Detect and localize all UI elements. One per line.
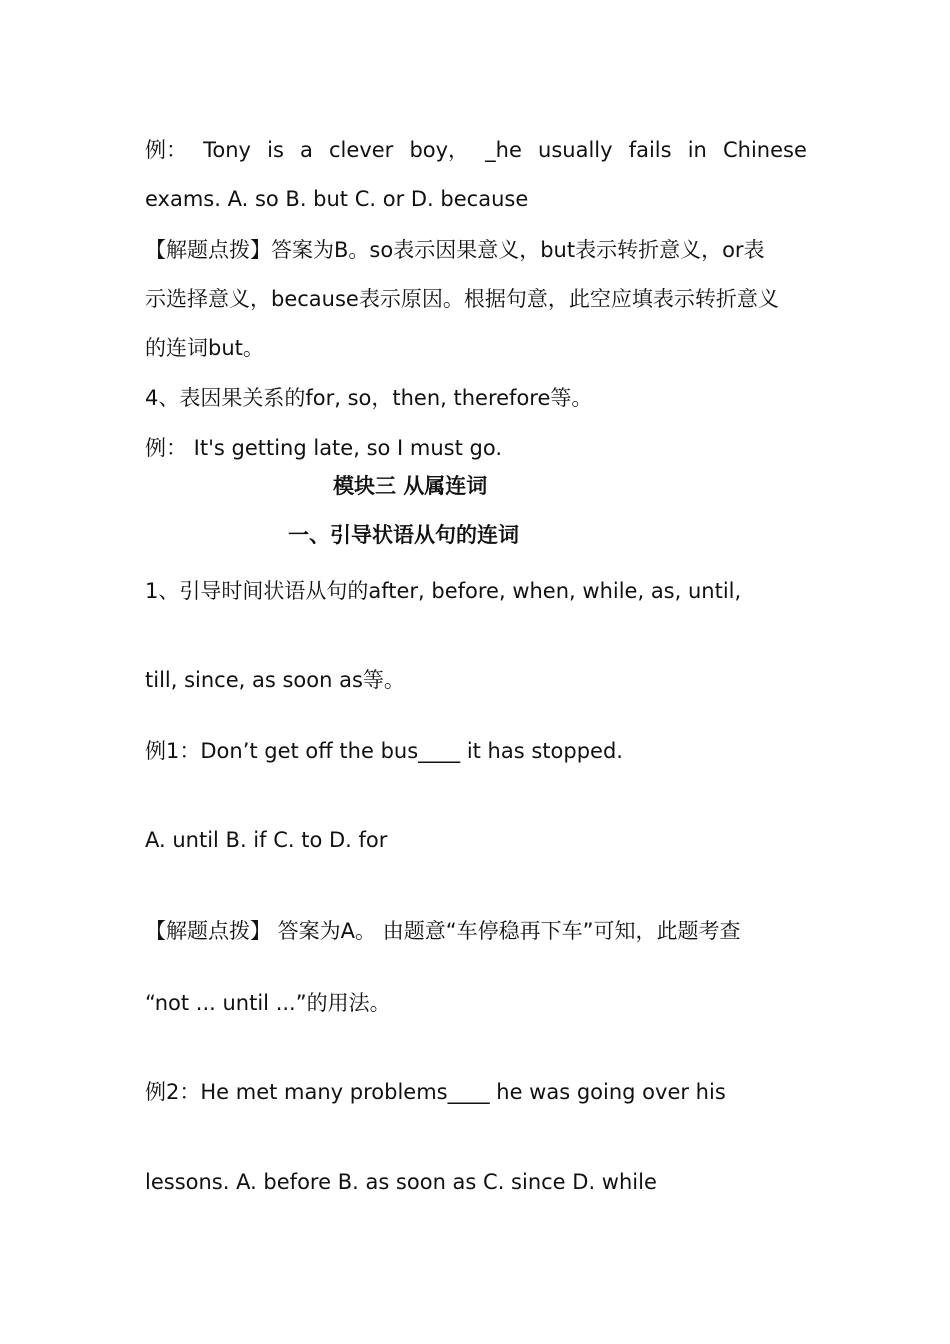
word: Tony	[203, 138, 251, 162]
example2-line1: 例2：He met many problems____ he was going over his	[145, 1080, 726, 1104]
example-tony-line1	[145, 136, 807, 164]
example-tony-line2: exams. A. so B. but C. or D. because	[145, 187, 529, 211]
word: is	[267, 138, 284, 162]
word: Chinese	[722, 138, 807, 162]
example-late: 例： It's getting late, so I must go.	[145, 436, 502, 460]
tip1-line3: 的连词but。	[145, 336, 264, 360]
example1-line2: A. until B. if C. to D. for	[145, 828, 388, 852]
point1-line2: till, since, as soon as等。	[145, 668, 405, 692]
point4-text: 4、表因果关系的for, so，then, therefore等。	[145, 386, 593, 410]
word: fails	[628, 138, 672, 162]
tip2-line2: “not ... until ...”的用法。	[145, 991, 391, 1015]
tip2-line1: 【解题点拨】 答案为A。 由题意“车停稳再下车”可知，此题考查	[145, 919, 741, 943]
section-title: 一、引导状语从句的连词	[288, 523, 519, 547]
word: a	[300, 138, 313, 162]
word: boy，	[409, 138, 470, 162]
module-title: 模块三 从属连词	[333, 474, 488, 498]
tip1-line2: 示选择意义，because表示原因。根据句意，此空应填表示转折意义	[145, 287, 779, 311]
example2-line2: lessons. A. before B. as soon as C. since D. while	[145, 1170, 657, 1194]
example1-line1: 例1：Don’t get off the bus____ it has stopped.	[145, 739, 623, 763]
point1-line1: 1、引导时间状语从句的after, before, when, while, as, until,	[145, 579, 742, 603]
word: 例：	[145, 138, 187, 162]
word: clever	[329, 138, 394, 162]
word: _he	[485, 138, 522, 162]
word: in	[687, 138, 707, 162]
tip1-line1: 【解题点拨】答案为B。so表示因果意义，but表示转折意义，or表	[145, 238, 765, 262]
word: usually	[538, 138, 613, 162]
